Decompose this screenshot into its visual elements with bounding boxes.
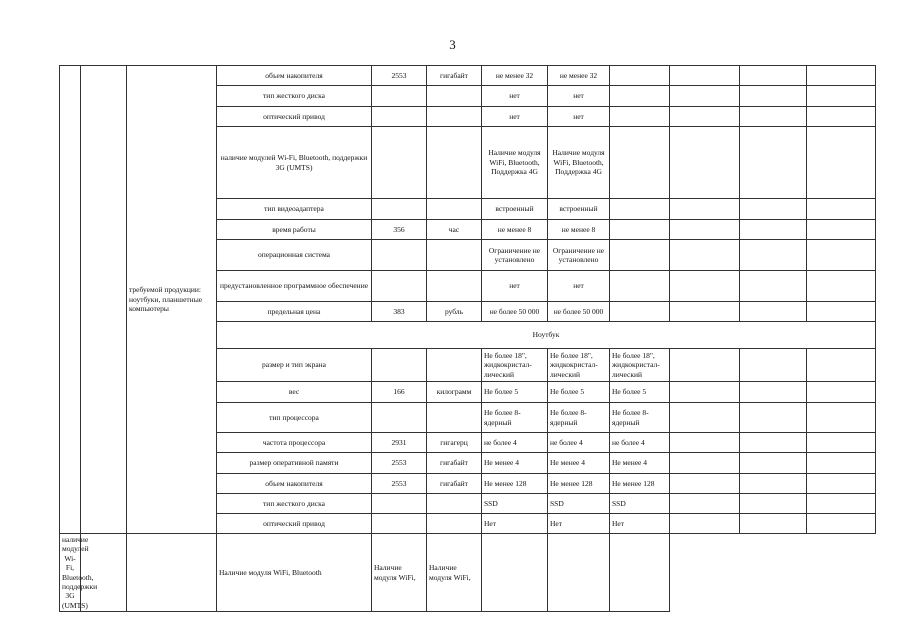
okei-code-cell: 383 [372,302,427,322]
value-cell: Наличие модуля WiFi, [372,534,427,612]
value-cell: не более 4 [548,433,610,453]
value-cell: Нет [548,514,610,534]
okei-code-cell [372,86,427,107]
unit-name-cell [427,271,482,302]
okei-code-cell [372,514,427,534]
empty-cell [60,66,81,534]
table-row [60,66,876,86]
okei-code-cell: 2553 [372,474,427,494]
unit-name-cell: гигагерц [427,433,482,453]
empty-cell [548,534,610,612]
empty-cell [670,302,740,322]
table-body [60,66,876,612]
characteristic-name-cell: частота процессора [217,433,372,453]
unit-name-cell [427,240,482,271]
unit-name-cell [427,199,482,220]
characteristic-name-cell: тип видеоадаптера [217,199,372,220]
empty-cell [670,349,740,382]
value-cell: Не более 18", жидкокристал-лический [610,349,670,382]
okei-code-cell [372,127,427,199]
okei-code-cell: 166 [372,382,427,403]
value-cell: не менее 32 [548,66,610,86]
okei-code-cell: 2553 [372,453,427,474]
specification-table [59,65,876,612]
value-cell: Не более 8-ядерный [548,403,610,433]
value-cell: не более 50 000 [482,302,548,322]
characteristic-name-cell: наличие модулей Wi-Fi, Bluetooth, поддержки 3G (UMTS) [217,127,372,199]
value-cell: Наличие модуля WiFi, Bluetooth, Поддержка 4G [482,127,548,199]
empty-cell [610,86,670,107]
value-cell: не менее 32 [482,66,548,86]
value-cell: Нет [610,514,670,534]
empty-cell [740,127,807,199]
unit-name-cell: гигабайт [427,453,482,474]
value-cell: не более 50 000 [548,302,610,322]
value-cell: Наличие модуля WiFi, [427,534,482,612]
empty-cell [610,199,670,220]
unit-name-cell [427,107,482,127]
value-cell: Не менее 4 [482,453,548,474]
unit-name-cell [427,514,482,534]
characteristic-name-cell: тип процессора [217,403,372,433]
value-cell: SSD [548,494,610,514]
characteristic-name-cell: объем накопителя [217,66,372,86]
empty-cell [807,433,876,453]
value-cell: не менее 8 [482,220,548,240]
empty-cell [807,474,876,494]
unit-name-cell [127,534,217,612]
value-cell: не более 4 [482,433,548,453]
unit-name-cell [427,349,482,382]
value-cell: нет [548,86,610,107]
empty-cell [670,240,740,271]
empty-cell [740,433,807,453]
value-cell: не более 4 [610,433,670,453]
characteristic-name-cell: вес [217,382,372,403]
empty-cell [740,199,807,220]
empty-cell [670,107,740,127]
page-number: 3 [449,37,456,52]
value-cell: нет [482,107,548,127]
unit-name-cell: рубль [427,302,482,322]
empty-cell [610,240,670,271]
value-cell: нет [548,271,610,302]
value-cell: встроенный [482,199,548,220]
empty-cell [670,382,740,403]
section-header-cell: Ноутбук [217,322,876,349]
unit-name-cell: гигабайт [427,66,482,86]
empty-cell [740,271,807,302]
empty-cell [610,66,670,86]
empty-cell [807,107,876,127]
empty-cell [670,474,740,494]
unit-name-cell: килограмм [427,382,482,403]
empty-cell [610,220,670,240]
value-cell: Нет [482,514,548,534]
value-cell: нет [482,271,548,302]
empty-cell [610,107,670,127]
value-cell: Ограничение не установлено [482,240,548,271]
empty-cell [740,382,807,403]
empty-cell [670,403,740,433]
characteristic-name-cell: тип жесткого диска [217,494,372,514]
empty-cell [740,302,807,322]
value-cell: Не более 5 [610,382,670,403]
empty-cell [482,534,548,612]
value-cell: Не более 18", жидкокристал-лический [548,349,610,382]
value-cell: SSD [610,494,670,514]
empty-cell [807,382,876,403]
empty-cell [670,453,740,474]
unit-name-cell [427,494,482,514]
characteristic-name-cell: оптический привод [217,107,372,127]
okei-code-cell: 2931 [372,433,427,453]
empty-cell [670,127,740,199]
value-cell: нет [548,107,610,127]
value-cell: Наличие модуля WiFi, Bluetooth, Поддержка 4G [548,127,610,199]
empty-cell [81,66,127,534]
empty-cell [740,474,807,494]
empty-cell [807,220,876,240]
empty-cell [670,433,740,453]
characteristic-name-cell: наличие модулей Wi-Fi, Bluetooth, поддержки 3G (UMTS) [60,534,81,612]
empty-cell [807,127,876,199]
empty-cell [740,349,807,382]
table-row [60,534,876,612]
characteristic-name-cell: тип жесткого диска [217,86,372,107]
okei-code-cell [372,199,427,220]
unit-name-cell: гигабайт [427,474,482,494]
unit-name-cell [427,86,482,107]
value-cell: Не более 8-ядерный [482,403,548,433]
empty-cell [807,494,876,514]
unit-name-cell [427,127,482,199]
empty-cell [670,199,740,220]
unit-name-cell [427,403,482,433]
empty-cell [670,86,740,107]
value-cell: Наличие модуля WiFi, Bluetooth [217,534,372,612]
okei-code-cell: 356 [372,220,427,240]
empty-cell [670,220,740,240]
empty-cell [610,302,670,322]
empty-cell [610,271,670,302]
empty-cell [610,534,670,612]
characteristic-name-cell: размер оперативной памяти [217,453,372,474]
okei-code-cell [372,403,427,433]
empty-cell [740,240,807,271]
value-cell: SSD [482,494,548,514]
value-cell: встроенный [548,199,610,220]
characteristic-name-cell: объем накопителя [217,474,372,494]
characteristic-name-cell: размер и тип экрана [217,349,372,382]
unit-name-cell: час [427,220,482,240]
empty-cell [670,494,740,514]
okei-code-cell [372,494,427,514]
value-cell: Не менее 128 [482,474,548,494]
empty-cell [807,403,876,433]
empty-cell [807,199,876,220]
value-cell: Не более 5 [548,382,610,403]
empty-cell [740,66,807,86]
empty-cell [807,66,876,86]
empty-cell [807,453,876,474]
value-cell: Не менее 128 [610,474,670,494]
value-cell: нет [482,86,548,107]
value-cell: Не более 5 [482,382,548,403]
empty-cell [610,127,670,199]
empty-cell [807,514,876,534]
value-cell: Не менее 4 [548,453,610,474]
okei-code-cell [372,240,427,271]
value-cell: не менее 8 [548,220,610,240]
empty-cell [740,494,807,514]
empty-cell [807,240,876,271]
empty-cell [740,86,807,107]
empty-cell [807,86,876,107]
okei-code-cell: 2553 [372,66,427,86]
okei-code-cell [372,349,427,382]
empty-cell [670,66,740,86]
empty-cell [670,514,740,534]
empty-cell [740,107,807,127]
value-cell: Ограничение не установлено [548,240,610,271]
characteristic-name-cell: операционная система [217,240,372,271]
empty-cell [740,514,807,534]
characteristic-name-cell: предустановленное программное обеспечение [217,271,372,302]
characteristic-name-cell: оптический привод [217,514,372,534]
okei-code-cell [372,107,427,127]
okei-code-cell [372,271,427,302]
product-category-cell: требуемой продукции: ноутбуки, планшетные компьютеры [127,66,217,534]
characteristic-name-cell: время работы [217,220,372,240]
empty-cell [740,403,807,433]
empty-cell [740,453,807,474]
empty-cell [670,271,740,302]
value-cell: Не более 18", жидкокристал-лический [482,349,548,382]
empty-cell [807,271,876,302]
value-cell: Не менее 4 [610,453,670,474]
characteristic-name-cell: предельная цена [217,302,372,322]
value-cell: Не более 8-ядерный [610,403,670,433]
value-cell: Не менее 128 [548,474,610,494]
empty-cell [807,349,876,382]
empty-cell [807,302,876,322]
empty-cell [740,220,807,240]
